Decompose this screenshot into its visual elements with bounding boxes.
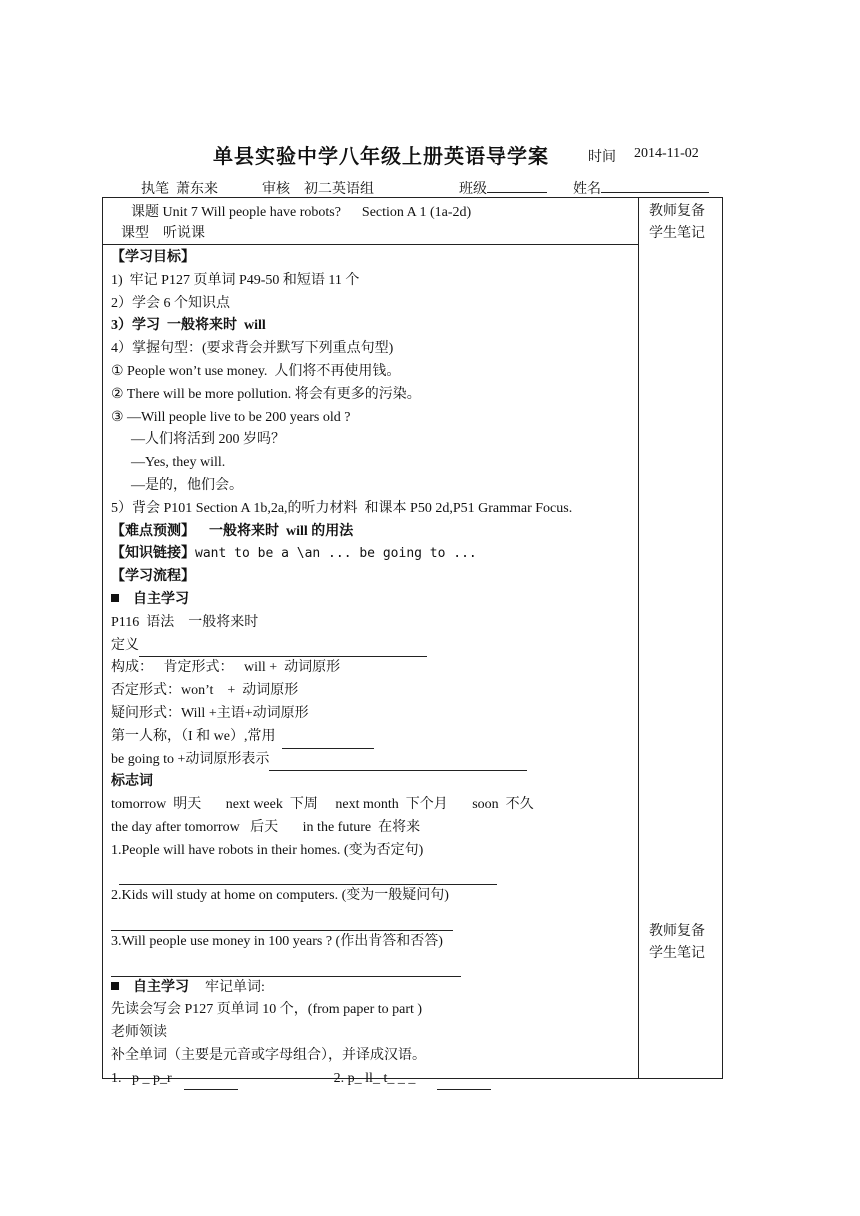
goal-4: 4）掌握句型：(要求背会并默写下列重点句型): [111, 341, 394, 357]
goals-heading: 【学习目标】: [111, 250, 195, 265]
sentence-3-answer-cn: —是的，他们会。: [131, 477, 243, 493]
writer: 执笔 萧东来: [141, 182, 218, 197]
link-text: want to be a \an ... be going to ...: [195, 546, 477, 562]
negative-line: 否定形式：won’t + 动词原形: [111, 683, 299, 699]
word-2-blank: [437, 1074, 491, 1090]
side-note-line: 学生笔记: [649, 226, 705, 241]
reviewer: 审核 初二英语组: [262, 182, 374, 197]
class-blank: [487, 178, 547, 193]
form-line: 构成： 肯定形式： will + 动词原形: [111, 660, 341, 676]
side-note-line: 教师复备: [649, 924, 705, 939]
going-to-line: be going to +动词原形表示: [111, 749, 636, 772]
meta-row: [0, 178, 860, 198]
question-line: 疑问形式：Will +主语+动词原形: [111, 705, 309, 721]
teacher-line: 老师领读: [111, 1025, 167, 1041]
class-label: 班级: [459, 182, 487, 197]
name-blank: [601, 178, 709, 193]
answer-blank: [111, 961, 461, 977]
exercise-2-answer: [111, 908, 636, 931]
bullet-square-icon: [111, 594, 119, 602]
page-title: 单县实验中学八年级上册英语导学案: [213, 146, 549, 168]
name-label: 姓名: [573, 182, 601, 197]
answer-blank: [119, 869, 497, 885]
time-label: 时间: [588, 150, 616, 165]
self-study-2: 自主学习 牢记单词:: [111, 977, 636, 1000]
exercise-2: 2.Kids will study at home on computers. (变为一般疑问句): [111, 888, 449, 904]
sentence-3: ③ —Will people live to be 200 years old ?: [111, 409, 351, 425]
name-field: [573, 178, 601, 198]
class-field: [459, 178, 487, 198]
marker-heading: 标志词: [111, 774, 153, 790]
first-person-blank: [282, 733, 374, 749]
exercise-1-answer: [111, 863, 636, 886]
difficulty-label: 【难点预测】: [111, 523, 195, 539]
word-1-blank: [184, 1074, 238, 1090]
topic-line: 课题 Unit 7 Will people have robots? Section A 1 (1a-2d): [131, 205, 472, 220]
type-line: 课型 听说课: [121, 226, 205, 241]
definition-line: 定义: [111, 635, 636, 658]
time-value: 2014-11-02: [634, 146, 699, 161]
word-1: 1. p _ p_r: [111, 1070, 172, 1086]
markers-2: the day after tomorrow 后天 in the future 在将来: [111, 819, 421, 835]
sentence-2: ② There will be more pollution. 将会有更多的污染。: [111, 386, 421, 402]
markers-1: tomorrow 明天 next week 下周 next month 下个月 soon 不久: [111, 797, 534, 813]
first-person-line: 第一人称，（I 和 we）,常用: [111, 726, 636, 749]
goal-5: 5）背会 P101 Section A 1b,2a,的听力材料 和课本 P50 2d,P51 Grammar Focus.: [111, 500, 573, 516]
link-label: 【知识链接】: [111, 546, 195, 562]
difficulty-text: 一般将来时 will 的用法: [209, 523, 354, 539]
side-note-line: 教师复备: [649, 204, 705, 219]
read-line: 先读会写会 P127 页单词 10 个，(from paper to part ): [111, 1002, 423, 1018]
side-note-bottom: [649, 921, 705, 965]
row-divider: [103, 244, 638, 245]
exercise-3: 3.Will people use money in 100 years ? (作出肯答和否答): [111, 933, 443, 949]
side-note-line: 学生笔记: [649, 946, 705, 961]
sentence-3-cn: —人们将活到 200 岁吗？: [131, 432, 285, 448]
fill-line: 补全单词（主要是元音或字母组合），并译成汉语。: [111, 1047, 426, 1063]
goal-3: 3）学习 一般将来时 will: [111, 318, 266, 334]
grammar-p116: P116 语法 一般将来时: [111, 614, 259, 630]
going-to-blank: [269, 755, 527, 771]
sentence-1: ① People won’t use money. 人们将不再使用钱。: [111, 363, 401, 379]
definition-blank: [139, 641, 427, 657]
process-heading: 【学习流程】: [111, 569, 195, 585]
self-study-1: 自主学习: [111, 589, 636, 612]
side-note-top: [649, 201, 705, 245]
word-row: [111, 1068, 636, 1091]
exercise-1: 1.People will have robots in their homes. (变为否定句): [111, 842, 424, 858]
lesson-table: [102, 197, 723, 1086]
bullet-square-icon: [111, 982, 119, 990]
column-divider: [638, 198, 639, 1078]
topic-cell: [113, 202, 471, 244]
sentence-3-answer: —Yes, they will.: [131, 455, 226, 471]
answer-blank: [111, 915, 453, 931]
goal-2: 2）学会 6 个知识点: [111, 295, 230, 311]
link-line: [111, 543, 636, 566]
goal-1: 1) 牢记 P127 页单词 P49-50 和短语 11 个: [111, 272, 360, 288]
word-2: 2. p_ ll_ t_ _ _: [333, 1070, 416, 1086]
title-row: [0, 140, 860, 170]
difficulty-line: [111, 521, 636, 544]
lesson-content: [111, 247, 636, 1090]
exercise-3-answer: [111, 954, 636, 977]
